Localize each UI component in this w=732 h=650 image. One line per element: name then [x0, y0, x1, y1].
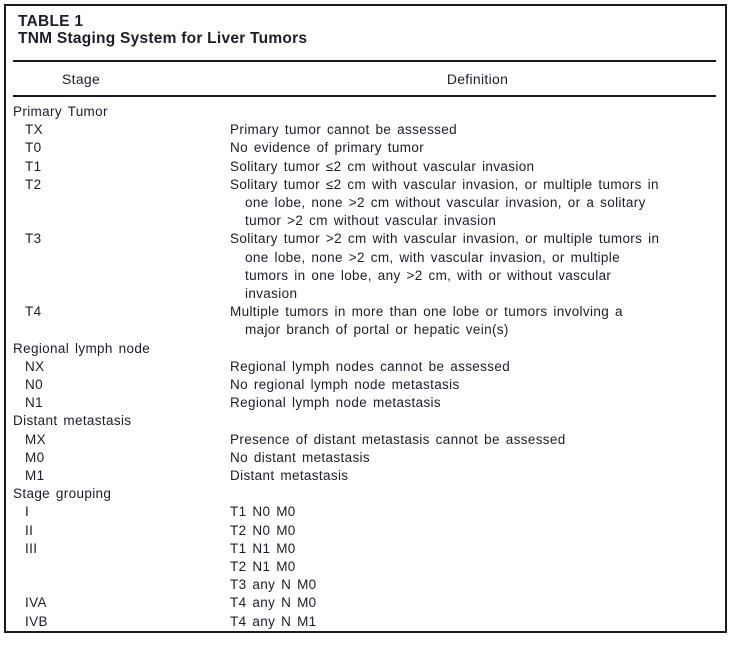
definition-line: T1 N0 M0 — [230, 504, 296, 520]
definition-line: Solitary tumor ≤2 cm with vascular invasion, or multiple tumors in — [230, 176, 659, 192]
stage-cell: N0 — [25, 377, 43, 393]
table-row — [6, 230, 725, 303]
definition-line: T2 N1 M0 — [230, 559, 296, 575]
stage-cell: M0 — [25, 449, 45, 465]
table-title-block — [6, 6, 725, 60]
stage-cell: III — [25, 540, 38, 556]
section-title: Primary Tumor — [13, 104, 108, 119]
definition-line: T2 N0 M0 — [230, 522, 296, 538]
definition-cell — [230, 394, 725, 412]
definition-line: Distant metastasis — [230, 468, 349, 484]
definition-cell — [230, 503, 725, 521]
definition-cell — [230, 121, 725, 139]
definition-cell — [230, 358, 725, 376]
stage-cell: IVB — [25, 613, 48, 629]
table-row — [6, 394, 725, 412]
table-title: TNM Staging System for Liver Tumors — [18, 30, 308, 47]
table-row — [6, 594, 725, 612]
definition-line: tumor >2 cm without vascular invasion — [245, 213, 497, 229]
column-header-stage: Stage — [62, 70, 101, 87]
definition-line: invasion — [245, 286, 298, 302]
definition-line: No distant metastasis — [230, 449, 371, 465]
definition-line: Solitary tumor >2 cm with vascular invasion, or multiple tumors in — [230, 231, 660, 247]
definition-cell — [230, 176, 725, 231]
table-row — [6, 176, 725, 231]
definition-line: T4 any N M1 — [230, 613, 317, 629]
table-row — [6, 558, 725, 576]
definition-cell — [230, 558, 725, 576]
definition-cell — [230, 449, 725, 467]
table-row — [6, 431, 725, 449]
definition-cell — [230, 376, 725, 394]
table-row — [6, 503, 725, 521]
table-row — [6, 121, 725, 139]
stage-cell: T0 — [25, 140, 42, 156]
definition-cell — [230, 540, 725, 558]
table-row — [6, 613, 725, 631]
table-row — [6, 522, 725, 540]
stage-cell: T4 — [25, 304, 42, 320]
stage-cell: I — [25, 504, 30, 520]
definition-cell — [230, 431, 725, 449]
definition-cell — [230, 158, 725, 176]
table-row — [6, 303, 725, 339]
definition-cell — [230, 522, 725, 540]
section-row — [6, 412, 725, 430]
table-header-row — [6, 62, 725, 95]
stage-cell: T3 — [25, 231, 42, 247]
definition-cell — [230, 594, 725, 612]
stage-cell: II — [25, 522, 34, 538]
definition-line: Solitary tumor ≤2 cm without vascular invasion — [230, 158, 535, 174]
column-header-definition: Definition — [446, 70, 509, 87]
table-frame — [4, 4, 727, 633]
stage-cell — [6, 558, 230, 576]
definition-cell — [230, 576, 725, 594]
stage-cell: N1 — [25, 395, 43, 411]
definition-cell — [230, 139, 725, 157]
table-label: TABLE 1 — [18, 13, 84, 30]
stage-cell: T2 — [25, 176, 42, 192]
table-body — [6, 97, 725, 631]
section-row — [6, 340, 725, 358]
definition-line: Regional lymph nodes cannot be assessed — [230, 358, 511, 374]
definition-line: Primary tumor cannot be assessed — [230, 122, 457, 138]
table-row — [6, 576, 725, 594]
table-row — [6, 467, 725, 485]
stage-cell: NX — [25, 358, 45, 374]
table-row — [6, 358, 725, 376]
section-title: Stage grouping — [13, 486, 112, 502]
definition-line: T1 N1 M0 — [230, 540, 296, 556]
definition-line: No evidence of primary tumor — [230, 140, 425, 156]
stage-cell — [6, 576, 230, 594]
definition-line: Regional lymph node metastasis — [230, 395, 442, 411]
definition-line: Presence of distant metastasis cannot be assessed — [230, 431, 566, 447]
section-row — [6, 485, 725, 503]
stage-cell: IVA — [25, 595, 47, 611]
definition-cell — [230, 467, 725, 485]
definition-line: Multiple tumors in more than one lobe or tumors involving a — [230, 304, 623, 320]
stage-cell: MX — [25, 431, 46, 447]
section-row — [6, 103, 725, 121]
stage-cell: M1 — [25, 468, 45, 484]
definition-cell — [230, 613, 725, 631]
table-row — [6, 139, 725, 157]
definition-cell — [230, 230, 725, 303]
definition-line: one lobe, none >2 cm without vascular invasion, or a solitary — [245, 195, 646, 211]
table-row — [6, 158, 725, 176]
definition-line: No regional lymph node metastasis — [230, 377, 460, 393]
definition-line: T4 any N M0 — [230, 595, 317, 611]
stage-cell: TX — [25, 122, 43, 138]
definition-cell — [230, 303, 725, 339]
section-title: Regional lymph node — [13, 340, 151, 356]
table-row — [6, 376, 725, 394]
table-row — [6, 540, 725, 558]
definition-line: T3 any N M0 — [230, 577, 317, 593]
stage-cell: T1 — [25, 158, 42, 174]
definition-line: tumors in one lobe, any >2 cm, with or without vascular — [245, 267, 612, 283]
definition-line: major branch of portal or hepatic vein(s) — [245, 322, 509, 338]
definition-line: one lobe, none >2 cm, with vascular invasion, or multiple — [245, 249, 620, 265]
section-title: Distant metastasis — [13, 413, 132, 429]
table-row — [6, 449, 725, 467]
